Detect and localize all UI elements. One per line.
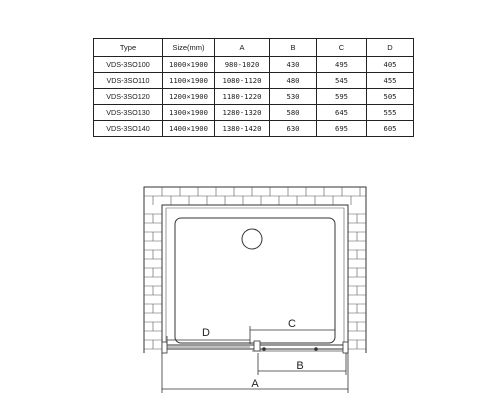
- cell-b: 430: [270, 57, 317, 73]
- cell-type: VDS-3SO120: [94, 89, 163, 105]
- cell-b: 580: [270, 105, 317, 121]
- dimension-a-label: A: [251, 378, 259, 390]
- door-right-profile: [343, 342, 348, 353]
- wall-outline: [144, 187, 366, 353]
- cell-b: 630: [270, 121, 317, 137]
- cell-type: VDS-3SO130: [94, 105, 163, 121]
- header-size: Size(mm): [163, 39, 215, 57]
- cell-a: 1180-1220: [215, 89, 270, 105]
- cell-c: 545: [317, 73, 367, 89]
- dimension-c-label: C: [288, 318, 296, 330]
- cell-d: 405: [367, 57, 414, 73]
- header-a: A: [215, 39, 270, 57]
- door-left-profile: [162, 342, 167, 353]
- header-c: C: [317, 39, 367, 57]
- cell-type: VDS-3SO140: [94, 121, 163, 137]
- cell-size: 1100×1900: [163, 73, 215, 89]
- header-b: B: [270, 39, 317, 57]
- cell-a: 980-1020: [215, 57, 270, 73]
- cell-size: 1200×1900: [163, 89, 215, 105]
- brick-wall-pattern: [144, 187, 366, 349]
- cell-size: 1400×1900: [163, 121, 215, 137]
- header-type: Type: [94, 39, 163, 57]
- cell-d: 505: [367, 89, 414, 105]
- cell-size: 1000×1900: [163, 57, 215, 73]
- cell-c: 645: [317, 105, 367, 121]
- cell-b: 480: [270, 73, 317, 89]
- dimension-d-label: D: [202, 327, 210, 339]
- cell-c: 595: [317, 89, 367, 105]
- cell-type: VDS-3SO100: [94, 57, 163, 73]
- cell-b: 530: [270, 89, 317, 105]
- cell-d: 605: [367, 121, 414, 137]
- header-d: D: [367, 39, 414, 57]
- dimension-b-label: B: [296, 360, 304, 372]
- cell-d: 455: [367, 73, 414, 89]
- cell-c: 695: [317, 121, 367, 137]
- roller-icon: [314, 347, 318, 351]
- cell-type: VDS-3SO110: [94, 73, 163, 89]
- cell-c: 495: [317, 57, 367, 73]
- cell-a: 1080-1120: [215, 73, 270, 89]
- drain-icon: [242, 229, 262, 249]
- door-handle: [254, 341, 260, 351]
- cell-d: 555: [367, 105, 414, 121]
- roller-icon: [262, 347, 266, 351]
- cell-a: 1280-1320: [215, 105, 270, 121]
- cell-size: 1300×1900: [163, 105, 215, 121]
- wall-inner-line: [162, 205, 348, 353]
- cell-a: 1380-1420: [215, 121, 270, 137]
